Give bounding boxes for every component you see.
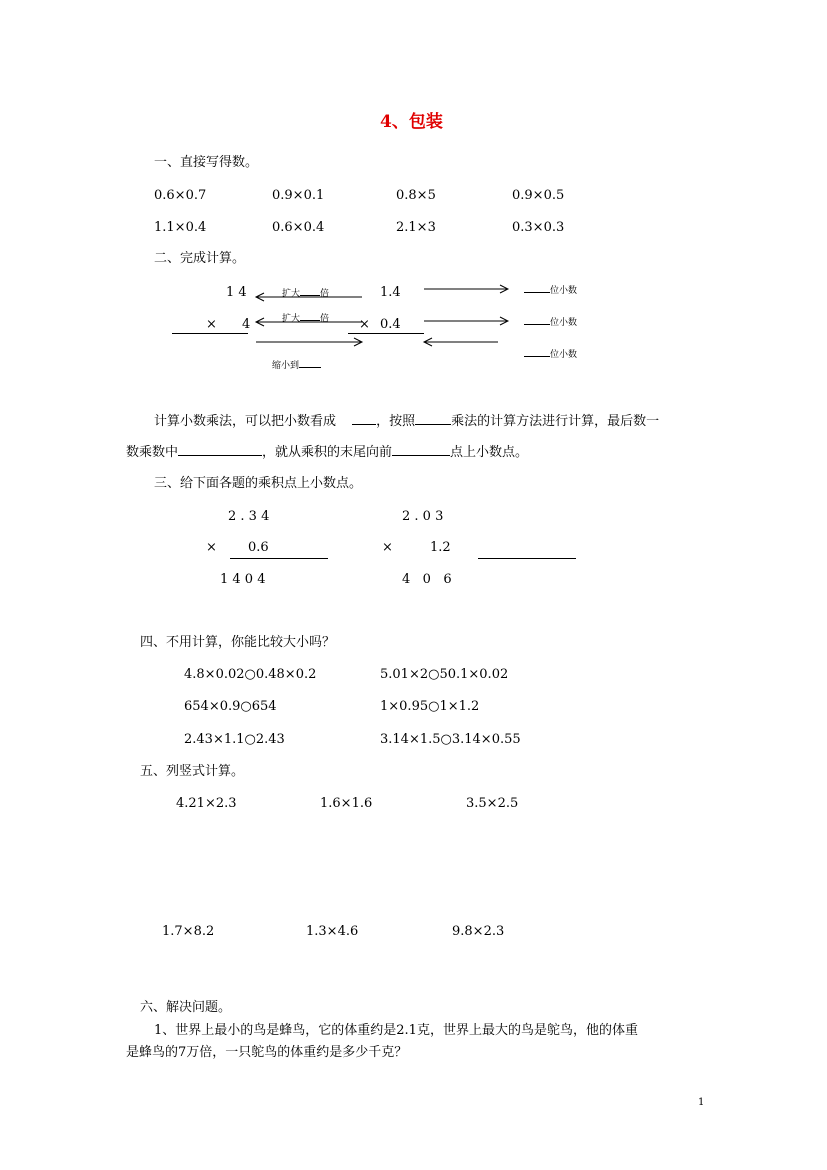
- expression: 0.6×0.4: [272, 220, 325, 235]
- expression: 1.1×0.4: [154, 220, 207, 235]
- expression: 0.3×0.3: [512, 220, 565, 235]
- answer-blank[interactable]: [352, 412, 376, 425]
- comparison-item: 3.14×1.5○3.14×0.55: [380, 732, 521, 747]
- section-3-heading: 三、给下面各题的乘积点上小数点。: [154, 476, 363, 491]
- expression: 0.9×0.1: [272, 188, 325, 203]
- fill-in-line-2: 数乘数中 ，就从乘积的末尾向前 点上小数点。: [126, 445, 529, 460]
- product-line: [478, 558, 576, 559]
- problem-1-top: 2 . 3 4: [228, 509, 270, 524]
- times-sign: ×: [206, 540, 217, 555]
- times-sign: ×: [382, 540, 393, 555]
- comparison-item: 2.43×1.1○2.43: [184, 732, 285, 747]
- product-line: [230, 558, 328, 559]
- vertical-calc-item: 9.8×2.3: [452, 924, 505, 939]
- vertical-calc-item: 1.6×1.6: [320, 796, 373, 811]
- word-problem-line-2: 是蜂鸟的7万倍，一只鸵鸟的体重约是多少千克？: [126, 1045, 408, 1060]
- section-4-heading: 四、不用计算，你能比较大小吗？: [140, 635, 336, 650]
- comparison-item: 1×0.95○1×1.2: [380, 699, 480, 714]
- vertical-calc-item: 1.3×4.6: [306, 924, 359, 939]
- vertical-calc-item: 1.7×8.2: [162, 924, 215, 939]
- problem-2-multiplier: 1.2: [430, 540, 451, 555]
- section-1-heading: 一、直接写得数。: [154, 155, 259, 170]
- answer-blank[interactable]: [178, 443, 262, 456]
- decimal-places-label: 位小数: [524, 315, 577, 328]
- problem-1-multiplier: 0.6: [248, 540, 269, 555]
- problem-2-top: 2 . 0 3: [402, 509, 444, 524]
- expression: 0.8×5: [396, 188, 436, 203]
- fill-in-line-1: 计算小数乘法，可以把小数看成 ，按照 乘法的计算方法进行计算，最后数一: [154, 414, 660, 429]
- decimal-places-label: 位小数: [524, 347, 577, 360]
- expand-label: 扩大 倍: [282, 311, 329, 324]
- section-6-heading: 六、解决问题。: [140, 1000, 232, 1015]
- comparison-item: 4.8×0.02○0.48×0.2: [184, 667, 317, 682]
- answer-blank[interactable]: [415, 412, 451, 425]
- section-2-heading: 二、完成计算。: [154, 251, 246, 266]
- decimal-places-label: 位小数: [524, 283, 577, 296]
- expression: 0.9×0.5: [512, 188, 565, 203]
- vertical-calc-item: 4.21×2.3: [176, 796, 237, 811]
- vertical-calc-item: 3.5×2.5: [466, 796, 519, 811]
- shrink-label: 缩小到: [272, 358, 321, 371]
- problem-2-result: 4 0 6: [402, 572, 452, 587]
- times-sign: ×: [206, 317, 217, 332]
- integer-factor-bottom: 4: [242, 317, 251, 332]
- word-problem-line-1: 1、世界上最小的鸟是蜂鸟，它的体重约是2.1克，世界上最大的鸟是鸵鸟，他的体重: [154, 1023, 638, 1038]
- decimal-factor-bottom: 0.4: [380, 317, 401, 332]
- page-title: 4、包装: [380, 112, 443, 132]
- integer-factor-top: 1 4: [226, 285, 247, 300]
- expression: 2.1×3: [396, 220, 436, 235]
- comparison-item: 654×0.9○654: [184, 699, 277, 714]
- times-sign: ×: [359, 317, 370, 332]
- decimal-factor-top: 1.4: [380, 285, 401, 300]
- problem-1-result: 1 4 0 4: [220, 572, 266, 587]
- expand-label: 扩大 倍: [282, 286, 329, 299]
- expression: 0.6×0.7: [154, 188, 207, 203]
- answer-blank[interactable]: [392, 443, 450, 456]
- section-5-heading: 五、列竖式计算。: [140, 764, 245, 779]
- page-number: 1: [698, 1097, 705, 1108]
- comparison-item: 5.01×2○50.1×0.02: [380, 667, 509, 682]
